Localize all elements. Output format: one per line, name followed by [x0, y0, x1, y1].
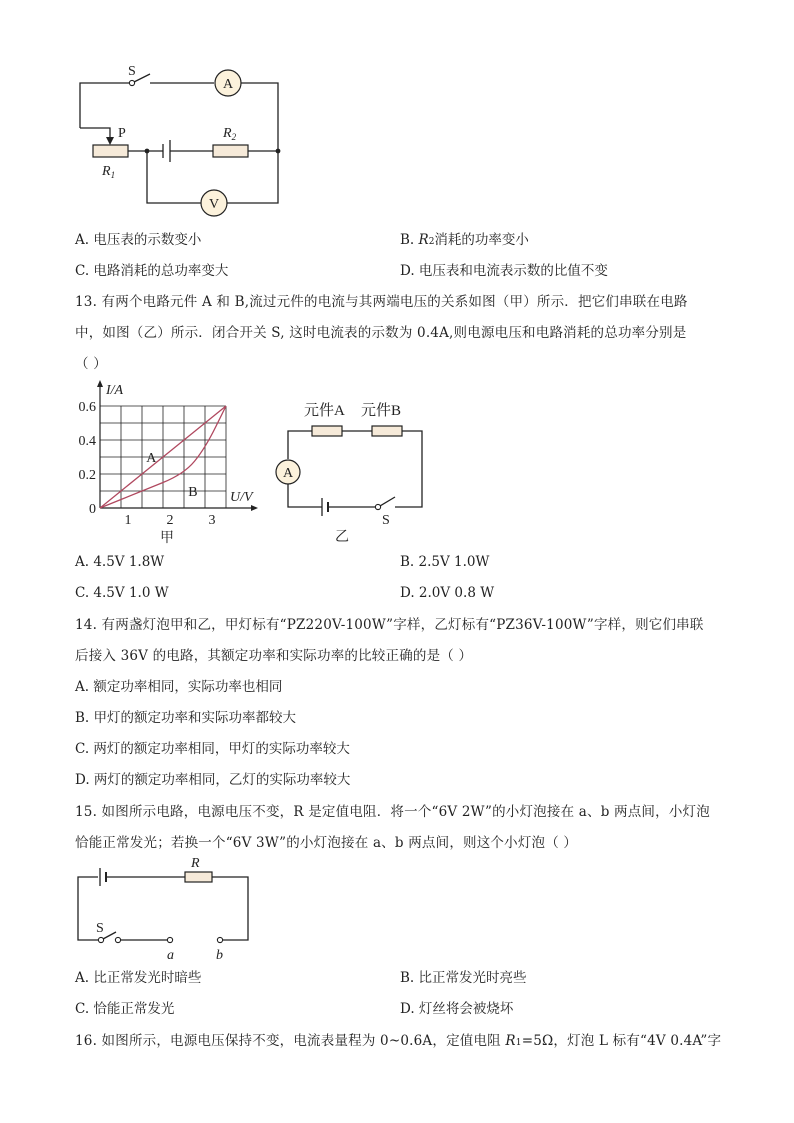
q15-option-b[interactable]: B. 比正常发光时亮些 [400, 970, 527, 986]
terminal-b [217, 937, 222, 942]
voltmeter-icon [201, 190, 227, 216]
q13-option-c[interactable]: C. 4.5V 1.0 W [75, 585, 169, 601]
q14-option-a[interactable]: A. 额定功率相同，实际功率也相同 [75, 679, 283, 695]
element-b-label: 元件B [361, 403, 402, 419]
y-tick-label: 0.2 [78, 468, 96, 483]
q14-option-b[interactable]: B. 甲灯的额定功率和实际功率都较大 [75, 710, 297, 726]
q12-option-d[interactable]: D. 电压表和电流表示数的比值不变 [400, 263, 608, 279]
resistor-label: R [191, 856, 200, 871]
svg-text:V: V [208, 197, 220, 212]
q13-option-a[interactable]: A. 4.5V 1.8W [75, 554, 165, 570]
figure-caption-yi: 乙 [335, 530, 349, 545]
q15-option-a[interactable]: A. 比正常发光时暗些 [75, 970, 202, 986]
svg-text:A: A [282, 466, 294, 481]
q12-option-a[interactable]: A. 电压表的示数变小 [75, 232, 202, 248]
terminal-a [167, 937, 172, 942]
element-a-label: 元件A [304, 403, 345, 419]
q14-option-d[interactable]: D. 两灯的额定功率相同，乙灯的实际功率较大 [75, 772, 351, 788]
q16-stem-line1: 16. 如图所示，电源电压保持不变，电流表量程为 0~0.6A，定值电阻 R1=5Ω，灯泡 L 标有“4V 0.4A”字 [75, 1033, 722, 1049]
q15-circuit-diagram [70, 855, 260, 965]
y-axis-label: I/A [106, 383, 124, 398]
svg-text:b: b [216, 948, 223, 963]
q12-option-c[interactable]: C. 电路消耗的总功率变大 [75, 263, 229, 279]
x-axis-label: U/V [230, 490, 253, 505]
series-label-b: B [188, 485, 198, 500]
q14-option-c[interactable]: C. 两灯的额定功率相同，甲灯的实际功率较大 [75, 741, 350, 757]
switch-label: S [128, 64, 136, 79]
q15-option-d[interactable]: D. 灯丝将会被烧坏 [400, 1001, 514, 1017]
q15-stem-line1: 15. 如图所示电路，电源电压不变，R 是定值电阻．将一个“6V 2W”的小灯泡接在 a、b 两点间，小灯泡 [75, 804, 710, 820]
x-tick-label: 2 [166, 513, 174, 528]
switch-label: S [382, 513, 390, 528]
q13-option-b[interactable]: B. 2.5V 1.0W [400, 554, 490, 570]
ammeter-icon [276, 460, 300, 484]
switch-label: S [96, 921, 104, 936]
q12-circuit-diagram [70, 55, 300, 225]
x-tick-label: 1 [124, 513, 132, 528]
y-tick-label: 0 [89, 502, 96, 517]
y-tick-label: 0.4 [78, 434, 96, 449]
svg-text:A: A [222, 77, 234, 92]
q15-option-c[interactable]: C. 恰能正常发光 [75, 1001, 175, 1017]
q13-option-d[interactable]: D. 2.0V 0.8 W [400, 585, 495, 601]
x-tick-label: 3 [208, 513, 216, 528]
y-tick-label: 0.6 [78, 400, 96, 415]
resistor-r2 [213, 145, 248, 157]
svg-text:R1: $R_1$ [102, 164, 116, 180]
svg-text:P: P [118, 126, 126, 141]
q13-stem-line2: 中，如图（乙）所示．闭合开关 S, 这时电流表的示数为 0.4A,则电源电压和电路消耗的总功率分别是 [75, 325, 687, 341]
q14-stem-line1: 14. 有两盏灯泡甲和乙，甲灯标有“PZ220V-100W”字样，乙灯标有“PZ36V-100W”字样，则它们串联 [75, 617, 704, 633]
svg-text:R2: $R_2$ [223, 126, 237, 142]
resistor-r [185, 872, 212, 882]
y-axis-arrow [97, 380, 103, 387]
q13-stem-line1: 13. 有两个电路元件 A 和 B,流过元件的电流与其两端电压的关系如图（甲）所示．把它们串联在电路 [75, 294, 688, 310]
svg-text:a: a [167, 948, 174, 963]
q14-stem-line2: 后接入 36V 的电路，其额定功率和实际功率的比较正确的是（ ） [75, 648, 473, 664]
q13-iv-chart [70, 378, 270, 548]
element-b [372, 426, 402, 436]
series-label-a: A [146, 451, 157, 466]
element-a [312, 426, 342, 436]
q13-stem-line3: （ ） [75, 356, 107, 372]
x-axis-arrow [251, 505, 258, 511]
chart-title: 甲 [160, 531, 174, 546]
q13-series-circuit [270, 395, 440, 545]
q15-stem-line2: 恰能正常发光；若换一个“6V 3W”的小灯泡接在 a、b 两点间，则这个小灯泡（ ） [75, 835, 578, 851]
resistor-r1 [93, 145, 128, 157]
q12-option-b[interactable]: B. R2消耗的功率变小 [400, 232, 529, 248]
ammeter-icon [215, 70, 241, 96]
